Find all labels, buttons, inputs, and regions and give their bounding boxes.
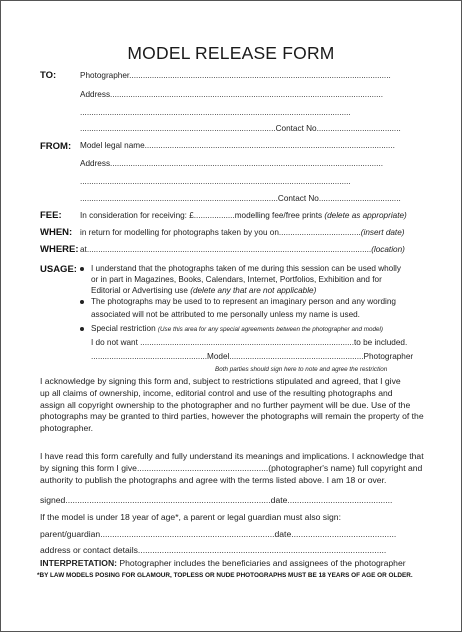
where-field[interactable]: [80, 245, 405, 254]
usage-b1-text: Editorial or Advertising use: [91, 286, 188, 295]
usage-b3-label: Special restriction: [91, 324, 156, 333]
minor-intro: If the model is under 18 year of age*, a parent or legal guardian must also sign:: [40, 512, 341, 522]
usage-b3-note: (Use this area for any special agreements between the photographer and model): [157, 326, 383, 333]
model-address-cont-field[interactable]: .......................................................................................................................: [80, 177, 351, 186]
usage-b1-line1: I understand that the photographs taken of me during this session can be used wholly: [91, 264, 401, 273]
read-line: I have read this form carefully and fully understand its meanings and implications. I acknowledge that: [40, 451, 424, 461]
ack-line: photographs may be granted to third parties, however the photographs will remain the property of the: [40, 411, 424, 422]
photographer-contact-field[interactable]: ......................................................................................Contact No.....................................: [80, 124, 401, 133]
restriction-field[interactable]: I do not want ..............................................................................................to be included.: [91, 338, 408, 347]
read-line: authority to publish the photographs and agree with the terms listed above. I am 18 or over.: [40, 474, 387, 485]
fee-note: (delete as appropriate): [324, 211, 407, 220]
restriction-sign-note: Both parties should sign here to note and agree the restriction: [215, 366, 388, 373]
photographer-field[interactable]: Photographer...................................................................................................................: [80, 71, 391, 80]
interpretation-text: Photographer includes the beneficiaries and assignees of the photographer: [119, 558, 406, 568]
legal-footnote: *BY LAW MODELS POSING FOR GLAMOUR, TOPLESS OR NUDE PHOTOGRAPHS MUST BE 18 YEARS OF AGE OR OLDER.: [37, 572, 413, 579]
acknowledgement-paragraph: [40, 376, 424, 435]
ack-line: I acknowledge by signing this form and, subject to restrictions stipulated and agreed, that I give: [40, 376, 401, 386]
model-contact-field[interactable]: .......................................................................................Contact No....................................: [80, 194, 401, 203]
where-note: (location): [371, 245, 405, 254]
restriction-signatures-field[interactable]: ...................................................Model...........................................................Photographer: [91, 352, 414, 361]
usage-label: USAGE:: [40, 264, 77, 275]
interpretation-label: INTERPRETATION:: [40, 558, 118, 568]
interpretation: [40, 558, 406, 568]
signature-field[interactable]: signed......................................................................................date............................................: [40, 495, 393, 505]
usage-b3-line1: [91, 324, 383, 333]
fee-text: In consideration for receiving: £..................modelling fee/free prints: [80, 211, 323, 220]
to-label: TO:: [40, 70, 57, 81]
ack-line: photographer.: [40, 423, 94, 434]
when-text: in return for modelling for photographs taken by you on....................................: [80, 228, 361, 237]
usage-b1-line2: or in part in Magazines, Books, Calendars, Internet, Portfolios, Exhibition and for: [91, 275, 382, 284]
from-label: FROM:: [40, 141, 72, 152]
model-name-field[interactable]: Model legal name..............................................................................................................: [80, 141, 395, 150]
usage-b2-line2: associated will not be attributed to me personally unless my name is used.: [91, 310, 360, 319]
when-field[interactable]: [80, 228, 404, 237]
photographer-address-cont-field[interactable]: .......................................................................................................................: [80, 108, 351, 117]
photographer-address-field[interactable]: Address........................................................................................................................: [80, 90, 384, 99]
bullet-icon: [80, 327, 84, 331]
model-address-field[interactable]: Address........................................................................................................................: [80, 159, 384, 168]
when-label: WHEN:: [40, 227, 73, 238]
when-note: (insert date): [360, 228, 405, 237]
fee-field[interactable]: [80, 211, 407, 220]
photographer-name-field[interactable]: by signing this form I give.......................................................(photographer's name) full copyright and: [40, 462, 423, 473]
page-title: MODEL RELEASE FORM: [127, 43, 335, 63]
usage-b1-note: (delete any that are not applicable): [190, 286, 317, 295]
where-label: WHERE:: [40, 244, 79, 255]
ack-line: up all claims of ownership, income, editorial control and use of the resulting photographs and: [40, 387, 393, 398]
guardian-address-field[interactable]: address or contact details........................................................................................................: [40, 545, 387, 555]
bullet-icon: [80, 300, 84, 304]
bullet-icon: [80, 267, 84, 271]
usage-b2-line1: The photographs may be used to to represent an imaginary person and any wording: [91, 297, 396, 306]
read-paragraph: [40, 451, 424, 486]
where-text: at.............................................................................................................................: [80, 245, 372, 254]
guardian-signature-field[interactable]: parent/guardian.........................................................................date............................................: [40, 529, 397, 539]
fee-label: FEE:: [40, 210, 62, 221]
ack-line: assign all copyright ownership to the photographer and no further payment will be due. Use of the: [40, 399, 411, 410]
usage-b1-line3: [91, 286, 316, 295]
